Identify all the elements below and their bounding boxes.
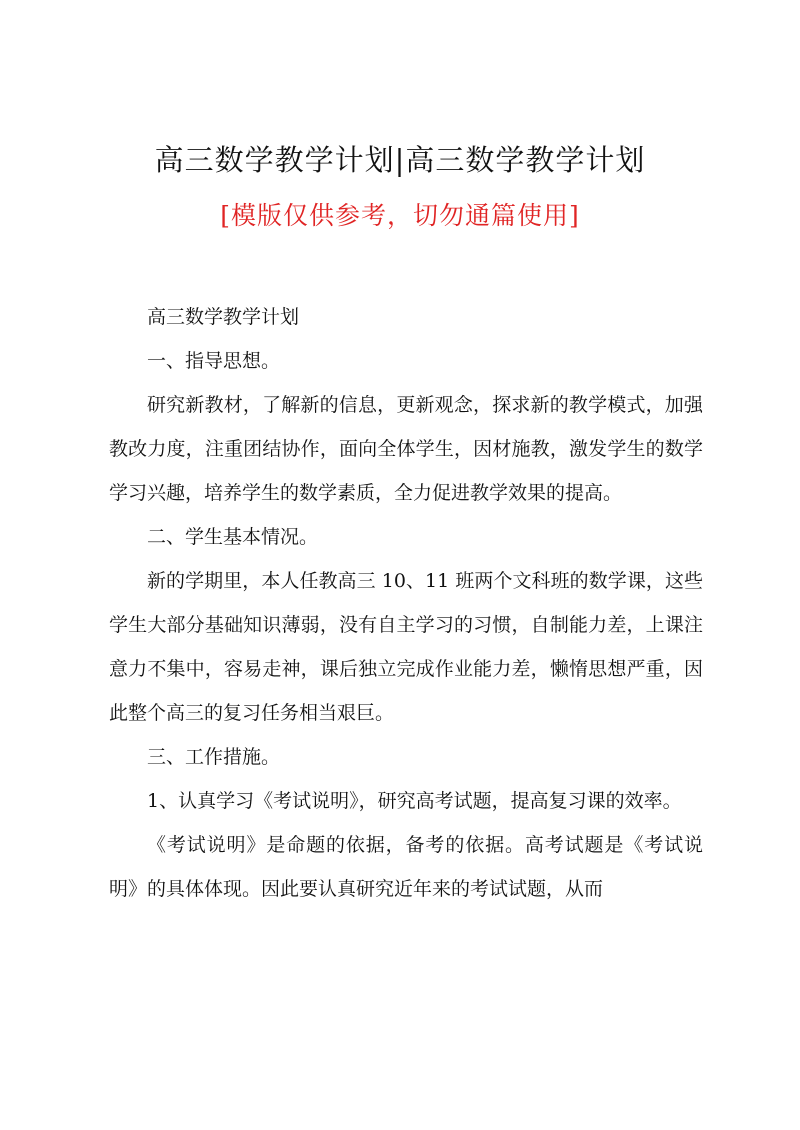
body-paragraph: 新的学期里，本人任教高三 10、11 班两个文科班的数学课，这些学生大部分基础知识薄弱，没有自主学习的习惯，自制能力差，上课注意力不集中，容易走神，课后独立完成作业能力差，懒惰思想严重，因此整个高三的复习任务相当艰巨。 [109, 570, 703, 724]
document-body [109, 295, 703, 911]
section-heading: 一、指导思想。 [147, 350, 281, 372]
section-heading: 高三数学教学计划 [147, 306, 300, 328]
document-title: 高三数学教学计划|高三数学教学计划 [154, 143, 646, 177]
body-paragraph: 《考试说明》是命题的依据，备考的依据。高考试题是《考试说明》的具体体现。因此要认真研究近年来的考试试题，从而 [109, 834, 703, 900]
body-paragraph: 研究新教材，了解新的信息，更新观念，探求新的教学模式，加强教改力度，注重团结协作，面向全体学生，因材施教，激发学生的数学学习兴趣，培养学生的数学素质，全力促进教学效果的提高。 [109, 394, 703, 504]
body-paragraph: 1、认真学习《考试说明》，研究高考试题，提高复习课的效率。 [147, 790, 682, 812]
section-heading: 二、学生基本情况。 [147, 526, 319, 548]
section-heading: 三、工作措施。 [147, 746, 281, 768]
template-note: [模版仅供参考，切勿通篇使用] [220, 201, 580, 230]
